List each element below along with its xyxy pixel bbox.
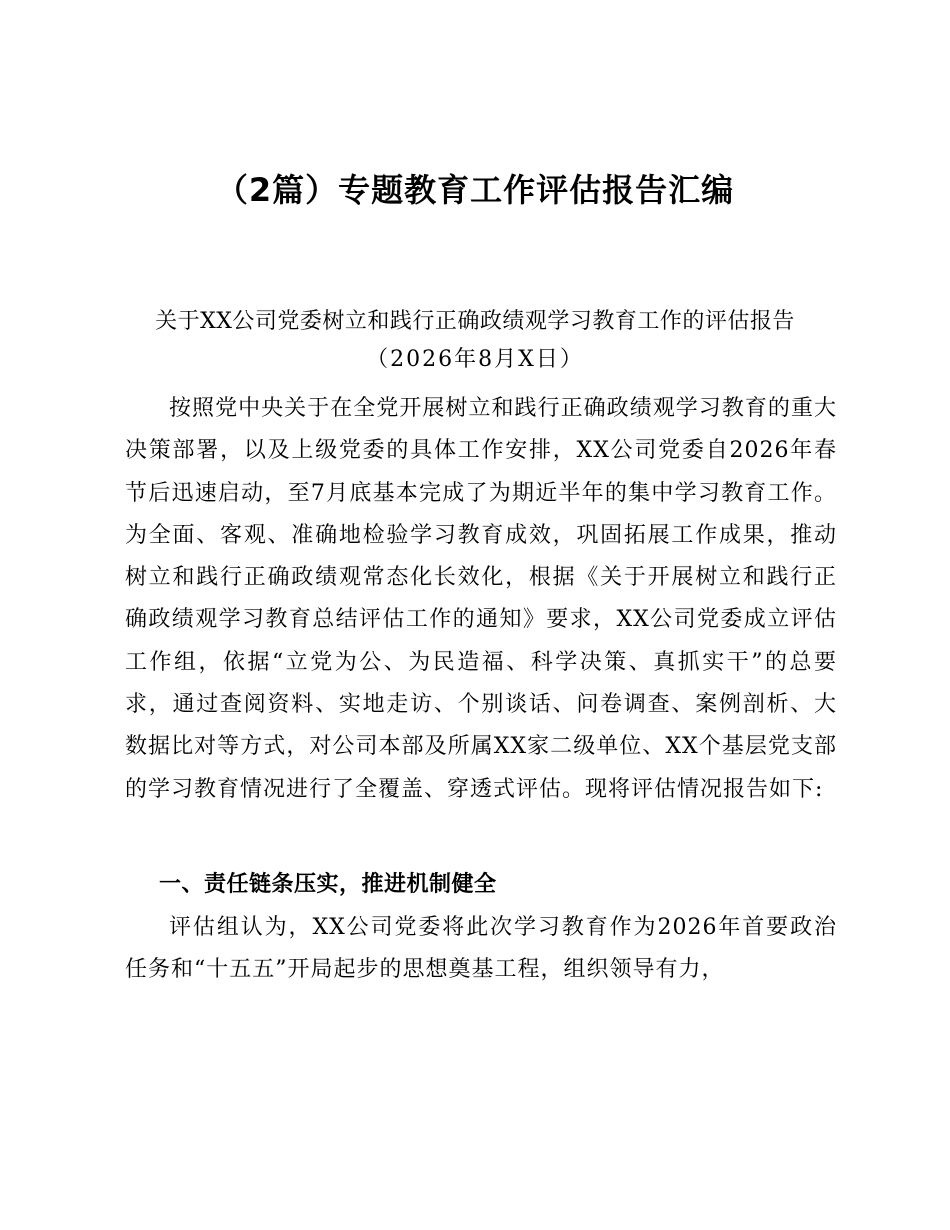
- intro-paragraph: 按照党中央关于在全党开展树立和践行正确政绩观学习教育的重大决策部署，以及上级党委的具体工作安排，XX公司党委自2026年春节后迅速启动，至7月底基本完成了为期近半年的集中学习教育工作。为全面、客观、准确地检验学习教育成效，巩固拓展工作成果，推动树立和践行正确政绩观常态化长效化，根据《关于开展树立和践行正确政绩观学习教育总结评估工作的通知》要求，XX公司党委成立评估工作组，依据“立党为公、为民造福、科学决策、真抓实干”的总要求，通过查阅资料、实地走访、个别谈话、问卷调查、案例剖析、大数据比对等方式，对公司本部及所属XX家二级单位、XX个基层党支部的学习教育情况进行了全覆盖、穿透式评估。现将评估情况报告如下:: [125, 396, 837, 802]
- section-paragraph: 评估组认为，XX公司党委将此次学习教育作为2026年首要政治任务和“十五五”开局起步的思想奠基工程，组织领导有力，: [125, 915, 837, 983]
- document-title: （2篇）专题教育工作评估报告汇编: [215, 171, 735, 209]
- report-title: 关于XX公司党委树立和践行正确政绩观学习教育工作的评估报告: [155, 309, 795, 334]
- section-heading: 一、责任链条压实，推进机制健全: [159, 872, 497, 897]
- report-date: （2026年8月X日）: [366, 347, 584, 372]
